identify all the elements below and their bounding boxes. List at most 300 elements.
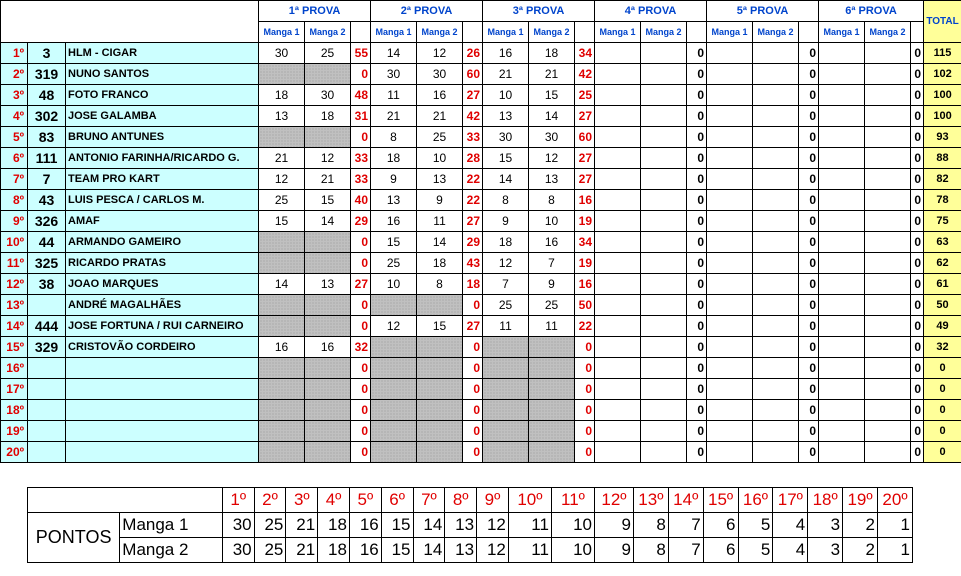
points-manga2-value: 21 <box>286 538 318 563</box>
race-subtotal-cell: 0 <box>911 232 924 253</box>
points-manga1-row <box>28 513 913 538</box>
manga2-score-cell: 10 <box>417 148 463 169</box>
manga2-score-cell <box>641 211 687 232</box>
manga1-score-cell <box>819 421 865 442</box>
manga2-score-cell <box>865 421 911 442</box>
manga2-score-cell: 15 <box>305 190 351 211</box>
manga2-score-cell: 7 <box>529 253 575 274</box>
kart-number-cell: 326 <box>28 211 66 232</box>
race-subtotal-cell: 0 <box>799 232 819 253</box>
points-position-header: 7º <box>413 488 445 513</box>
manga2-score-cell <box>641 316 687 337</box>
manga2-score-cell: 12 <box>417 43 463 64</box>
header-subtotal-blank <box>575 22 595 43</box>
points-manga2-value: 30 <box>222 538 254 563</box>
total-cell: 82 <box>924 169 961 190</box>
manga1-score-cell <box>707 85 753 106</box>
table-row <box>1 232 961 253</box>
manga1-score-cell: 18 <box>259 85 305 106</box>
race-subtotal-cell: 16 <box>575 190 595 211</box>
manga1-score-cell <box>595 85 641 106</box>
manga1-score-cell <box>371 379 417 400</box>
manga2-score-cell: 18 <box>529 43 575 64</box>
total-cell: 0 <box>924 379 961 400</box>
manga1-score-cell <box>595 43 641 64</box>
race-subtotal-cell: 27 <box>463 85 483 106</box>
race-subtotal-cell: 0 <box>799 211 819 232</box>
manga2-score-cell <box>641 274 687 295</box>
position-cell: 10º <box>1 232 28 253</box>
manga1-score-cell: 15 <box>371 232 417 253</box>
points-manga1-value: 11 <box>508 513 551 538</box>
points-manga2-value: 6 <box>703 538 738 563</box>
manga2-score-cell <box>417 442 463 463</box>
race-subtotal-cell: 22 <box>575 316 595 337</box>
race-subtotal-cell: 33 <box>351 169 371 190</box>
manga2-score-cell <box>305 379 351 400</box>
race-subtotal-cell: 0 <box>911 379 924 400</box>
manga1-score-cell: 25 <box>259 190 305 211</box>
race-subtotal-cell: 0 <box>911 400 924 421</box>
manga1-score-cell <box>595 232 641 253</box>
manga1-score-cell: 30 <box>483 127 529 148</box>
race-subtotal-cell: 0 <box>351 379 371 400</box>
manga2-score-cell <box>865 211 911 232</box>
race-subtotal-cell: 0 <box>687 253 707 274</box>
manga1-score-cell <box>371 442 417 463</box>
manga1-score-cell <box>819 190 865 211</box>
header-prova-5: 5ª PROVA <box>707 1 819 22</box>
manga2-score-cell <box>753 64 799 85</box>
manga2-score-cell <box>305 358 351 379</box>
race-subtotal-cell: 0 <box>911 316 924 337</box>
header-prova-3: 3ª PROVA <box>483 1 595 22</box>
manga2-score-cell <box>753 379 799 400</box>
points-position-header: 19º <box>843 488 878 513</box>
position-cell: 5º <box>1 127 28 148</box>
manga1-score-cell <box>371 358 417 379</box>
manga2-score-cell: 10 <box>529 211 575 232</box>
manga2-score-cell: 30 <box>305 85 351 106</box>
points-manga2-value: 16 <box>349 538 381 563</box>
manga1-score-cell <box>595 295 641 316</box>
table-row <box>1 106 961 127</box>
manga2-score-cell <box>305 253 351 274</box>
manga2-score-cell <box>865 274 911 295</box>
kart-number-cell: 325 <box>28 253 66 274</box>
points-position-header: 5º <box>349 488 381 513</box>
race-subtotal-cell: 29 <box>351 211 371 232</box>
manga2-score-cell <box>865 295 911 316</box>
race-subtotal-cell: 0 <box>687 316 707 337</box>
points-position-header: 13º <box>633 488 668 513</box>
manga2-score-cell <box>529 442 575 463</box>
table-row <box>1 421 961 442</box>
race-subtotal-cell: 48 <box>351 85 371 106</box>
race-subtotal-cell: 43 <box>463 253 483 274</box>
total-cell: 78 <box>924 190 961 211</box>
manga1-score-cell: 12 <box>483 253 529 274</box>
race-subtotal-cell: 0 <box>799 295 819 316</box>
points-manga1-value: 16 <box>349 513 381 538</box>
manga2-score-cell <box>753 400 799 421</box>
race-subtotal-cell: 0 <box>575 442 595 463</box>
manga1-score-cell <box>483 358 529 379</box>
table-row <box>1 400 961 421</box>
position-cell: 3º <box>1 85 28 106</box>
manga2-score-cell <box>417 421 463 442</box>
table-row <box>1 127 961 148</box>
points-manga1-value: 5 <box>738 513 773 538</box>
manga2-score-cell: 30 <box>529 127 575 148</box>
race-subtotal-cell: 0 <box>799 274 819 295</box>
position-cell: 19º <box>1 421 28 442</box>
manga2-score-cell <box>865 148 911 169</box>
manga1-score-cell <box>595 148 641 169</box>
manga1-score-cell <box>707 190 753 211</box>
manga1-score-cell: 21 <box>259 148 305 169</box>
manga2-score-cell: 21 <box>529 64 575 85</box>
race-subtotal-cell: 0 <box>351 358 371 379</box>
total-cell: 63 <box>924 232 961 253</box>
points-position-header: 10º <box>508 488 551 513</box>
race-subtotal-cell: 0 <box>799 379 819 400</box>
manga2-score-cell <box>753 442 799 463</box>
points-position-header: 1º <box>222 488 254 513</box>
points-manga2-value: 13 <box>445 538 477 563</box>
manga2-score-cell: 14 <box>417 232 463 253</box>
points-manga1-value: 21 <box>286 513 318 538</box>
total-cell: 0 <box>924 400 961 421</box>
manga2-score-cell: 8 <box>529 190 575 211</box>
points-manga1-label: Manga 1 <box>120 513 223 538</box>
race-subtotal-cell: 28 <box>463 148 483 169</box>
race-subtotal-cell: 0 <box>911 442 924 463</box>
points-manga1-value: 3 <box>808 513 843 538</box>
driver-name-cell: JOAO MARQUES <box>66 274 259 295</box>
manga1-score-cell: 8 <box>483 190 529 211</box>
header-subtotal-blank <box>911 22 924 43</box>
manga1-score-cell: 25 <box>371 253 417 274</box>
points-manga1-value: 2 <box>843 513 878 538</box>
kart-number-cell <box>28 295 66 316</box>
race-subtotal-cell: 0 <box>799 421 819 442</box>
race-subtotal-cell: 40 <box>351 190 371 211</box>
manga1-score-cell <box>707 43 753 64</box>
manga2-score-cell <box>305 295 351 316</box>
manga2-score-cell: 15 <box>417 316 463 337</box>
manga2-score-cell: 21 <box>417 106 463 127</box>
race-subtotal-cell: 18 <box>463 274 483 295</box>
race-subtotal-cell: 42 <box>463 106 483 127</box>
race-subtotal-cell: 0 <box>911 295 924 316</box>
manga2-score-cell <box>865 232 911 253</box>
table-row <box>1 316 961 337</box>
header-manga1: Manga 1 <box>259 22 305 43</box>
total-cell: 88 <box>924 148 961 169</box>
manga2-score-cell <box>865 127 911 148</box>
manga2-score-cell <box>865 106 911 127</box>
manga1-score-cell: 14 <box>371 43 417 64</box>
manga1-score-cell <box>371 400 417 421</box>
driver-name-cell: HLM - CIGAR <box>66 43 259 64</box>
manga1-score-cell: 13 <box>483 106 529 127</box>
manga2-score-cell <box>753 127 799 148</box>
total-cell: 0 <box>924 421 961 442</box>
manga1-score-cell <box>707 211 753 232</box>
header-row-prova <box>1 1 961 22</box>
total-cell: 0 <box>924 358 961 379</box>
manga1-score-cell <box>707 379 753 400</box>
manga1-score-cell <box>819 85 865 106</box>
manga1-score-cell: 11 <box>371 85 417 106</box>
driver-name-cell: LUIS PESCA / CARLOS M. <box>66 190 259 211</box>
manga2-score-cell <box>641 148 687 169</box>
manga2-score-cell <box>641 127 687 148</box>
kart-number-cell: 444 <box>28 316 66 337</box>
manga1-score-cell <box>707 358 753 379</box>
race-subtotal-cell: 0 <box>687 337 707 358</box>
race-subtotal-cell: 0 <box>799 400 819 421</box>
kart-number-cell: 83 <box>28 127 66 148</box>
points-manga2-value: 12 <box>477 538 509 563</box>
manga1-score-cell <box>595 190 641 211</box>
race-subtotal-cell: 0 <box>351 127 371 148</box>
position-cell: 4º <box>1 106 28 127</box>
manga2-score-cell: 15 <box>529 85 575 106</box>
race-subtotal-cell: 50 <box>575 295 595 316</box>
points-manga1-value: 10 <box>551 513 594 538</box>
manga1-score-cell: 25 <box>483 295 529 316</box>
header-subtotal-blank <box>687 22 707 43</box>
manga2-score-cell <box>641 169 687 190</box>
header-prova-1: 1ª PROVA <box>259 1 371 22</box>
manga2-score-cell <box>305 400 351 421</box>
driver-name-cell <box>66 358 259 379</box>
manga1-score-cell <box>819 358 865 379</box>
manga1-score-cell <box>819 148 865 169</box>
points-manga2-value: 1 <box>877 538 912 563</box>
points-manga1-value: 12 <box>477 513 509 538</box>
points-manga2-value: 4 <box>773 538 808 563</box>
points-manga2-value: 14 <box>413 538 445 563</box>
manga1-score-cell <box>259 253 305 274</box>
table-row <box>1 442 961 463</box>
driver-name-cell: JOSE FORTUNA / RUI CARNEIRO <box>66 316 259 337</box>
race-subtotal-cell: 55 <box>351 43 371 64</box>
points-manga1-value: 13 <box>445 513 477 538</box>
position-cell: 1º <box>1 43 28 64</box>
manga2-score-cell <box>753 106 799 127</box>
manga1-score-cell <box>595 253 641 274</box>
manga2-score-cell: 16 <box>417 85 463 106</box>
manga1-score-cell: 16 <box>371 211 417 232</box>
manga2-score-cell: 12 <box>305 148 351 169</box>
manga2-score-cell <box>753 211 799 232</box>
header-total: TOTAL <box>924 1 961 43</box>
manga1-score-cell: 18 <box>371 148 417 169</box>
header-manga2: Manga 2 <box>865 22 911 43</box>
driver-name-cell: BRUNO ANTUNES <box>66 127 259 148</box>
total-cell: 49 <box>924 316 961 337</box>
position-cell: 2º <box>1 64 28 85</box>
manga1-score-cell <box>819 232 865 253</box>
race-subtotal-cell: 0 <box>911 337 924 358</box>
race-subtotal-cell: 0 <box>799 253 819 274</box>
points-position-header: 9º <box>477 488 509 513</box>
manga2-score-cell <box>865 379 911 400</box>
manga1-score-cell <box>819 43 865 64</box>
kart-number-cell: 302 <box>28 106 66 127</box>
manga1-score-cell <box>259 421 305 442</box>
race-subtotal-cell: 0 <box>799 442 819 463</box>
manga2-score-cell <box>753 295 799 316</box>
points-position-header: 12º <box>594 488 633 513</box>
points-table <box>27 487 913 563</box>
driver-name-cell: RICARDO PRATAS <box>66 253 259 274</box>
manga1-score-cell <box>259 400 305 421</box>
manga1-score-cell: 11 <box>483 316 529 337</box>
manga2-score-cell: 12 <box>529 148 575 169</box>
points-position-header: 8º <box>445 488 477 513</box>
manga2-score-cell: 25 <box>529 295 575 316</box>
table-row <box>1 169 961 190</box>
points-manga2-value: 18 <box>318 538 350 563</box>
points-position-header: 6º <box>381 488 413 513</box>
manga1-score-cell: 13 <box>371 190 417 211</box>
manga2-score-cell: 13 <box>305 274 351 295</box>
table-row <box>1 85 961 106</box>
race-subtotal-cell: 0 <box>687 274 707 295</box>
race-subtotal-cell: 0 <box>911 274 924 295</box>
race-subtotal-cell: 0 <box>911 85 924 106</box>
points-position-header: 15º <box>703 488 738 513</box>
race-subtotal-cell: 0 <box>687 442 707 463</box>
manga2-score-cell <box>641 85 687 106</box>
manga2-score-cell <box>305 421 351 442</box>
manga1-score-cell <box>819 169 865 190</box>
race-subtotal-cell: 0 <box>799 358 819 379</box>
position-cell: 8º <box>1 190 28 211</box>
points-position-header: 18º <box>808 488 843 513</box>
manga1-score-cell <box>819 64 865 85</box>
manga1-score-cell <box>595 400 641 421</box>
manga1-score-cell <box>483 379 529 400</box>
kart-number-cell: 319 <box>28 64 66 85</box>
points-manga1-value: 7 <box>668 513 703 538</box>
race-subtotal-cell: 26 <box>463 43 483 64</box>
race-subtotal-cell: 0 <box>575 379 595 400</box>
manga2-score-cell <box>865 43 911 64</box>
manga1-score-cell <box>595 169 641 190</box>
manga1-score-cell: 14 <box>259 274 305 295</box>
header-manga2: Manga 2 <box>641 22 687 43</box>
manga1-score-cell: 21 <box>371 106 417 127</box>
race-subtotal-cell: 0 <box>799 148 819 169</box>
position-cell: 6º <box>1 148 28 169</box>
total-cell: 115 <box>924 43 961 64</box>
manga2-score-cell <box>865 337 911 358</box>
race-subtotal-cell: 60 <box>575 127 595 148</box>
kart-number-cell: 329 <box>28 337 66 358</box>
points-manga2-value: 8 <box>633 538 668 563</box>
race-subtotal-cell: 0 <box>911 421 924 442</box>
race-subtotal-cell: 19 <box>575 211 595 232</box>
manga1-score-cell: 9 <box>371 169 417 190</box>
race-subtotal-cell: 32 <box>351 337 371 358</box>
manga1-score-cell <box>595 106 641 127</box>
race-subtotal-cell: 0 <box>911 253 924 274</box>
manga2-score-cell <box>641 400 687 421</box>
points-manga2-value: 25 <box>254 538 286 563</box>
manga1-score-cell: 14 <box>483 169 529 190</box>
kart-number-cell: 111 <box>28 148 66 169</box>
race-subtotal-cell: 0 <box>911 43 924 64</box>
race-subtotal-cell: 0 <box>687 127 707 148</box>
race-subtotal-cell: 0 <box>911 211 924 232</box>
manga1-score-cell <box>707 316 753 337</box>
manga2-score-cell <box>865 64 911 85</box>
manga1-score-cell <box>707 64 753 85</box>
position-cell: 18º <box>1 400 28 421</box>
manga2-score-cell: 13 <box>417 169 463 190</box>
kart-number-cell <box>28 421 66 442</box>
total-cell: 75 <box>924 211 961 232</box>
manga2-score-cell <box>641 379 687 400</box>
race-subtotal-cell: 0 <box>463 379 483 400</box>
table-row <box>1 274 961 295</box>
race-subtotal-cell: 42 <box>575 64 595 85</box>
race-subtotal-cell: 0 <box>575 421 595 442</box>
manga2-score-cell: 13 <box>529 169 575 190</box>
race-subtotal-cell: 0 <box>911 169 924 190</box>
table-row <box>1 148 961 169</box>
position-cell: 11º <box>1 253 28 274</box>
table-row <box>1 337 961 358</box>
race-subtotal-cell: 0 <box>687 232 707 253</box>
points-manga2-value: 5 <box>738 538 773 563</box>
manga2-score-cell <box>641 295 687 316</box>
header-subtotal-blank <box>351 22 371 43</box>
manga2-score-cell <box>865 316 911 337</box>
race-subtotal-cell: 16 <box>575 274 595 295</box>
manga2-score-cell <box>753 337 799 358</box>
manga1-score-cell <box>819 253 865 274</box>
points-manga2-value: 3 <box>808 538 843 563</box>
manga1-score-cell: 16 <box>259 337 305 358</box>
race-subtotal-cell: 0 <box>911 148 924 169</box>
driver-name-cell: FOTO FRANCO <box>66 85 259 106</box>
race-subtotal-cell: 0 <box>463 421 483 442</box>
manga2-score-cell <box>529 400 575 421</box>
points-position-header: 17º <box>773 488 808 513</box>
manga2-score-cell <box>865 400 911 421</box>
manga2-score-cell: 9 <box>417 190 463 211</box>
race-subtotal-cell: 0 <box>687 64 707 85</box>
manga1-score-cell: 10 <box>371 274 417 295</box>
manga1-score-cell <box>595 211 641 232</box>
manga2-score-cell <box>753 316 799 337</box>
points-header-blank <box>28 488 223 513</box>
manga2-score-cell <box>641 358 687 379</box>
manga2-score-cell: 14 <box>305 211 351 232</box>
position-cell: 13º <box>1 295 28 316</box>
race-subtotal-cell: 0 <box>687 379 707 400</box>
manga2-score-cell: 18 <box>417 253 463 274</box>
race-subtotal-cell: 0 <box>463 400 483 421</box>
race-subtotal-cell: 0 <box>687 106 707 127</box>
race-subtotal-cell: 0 <box>463 358 483 379</box>
